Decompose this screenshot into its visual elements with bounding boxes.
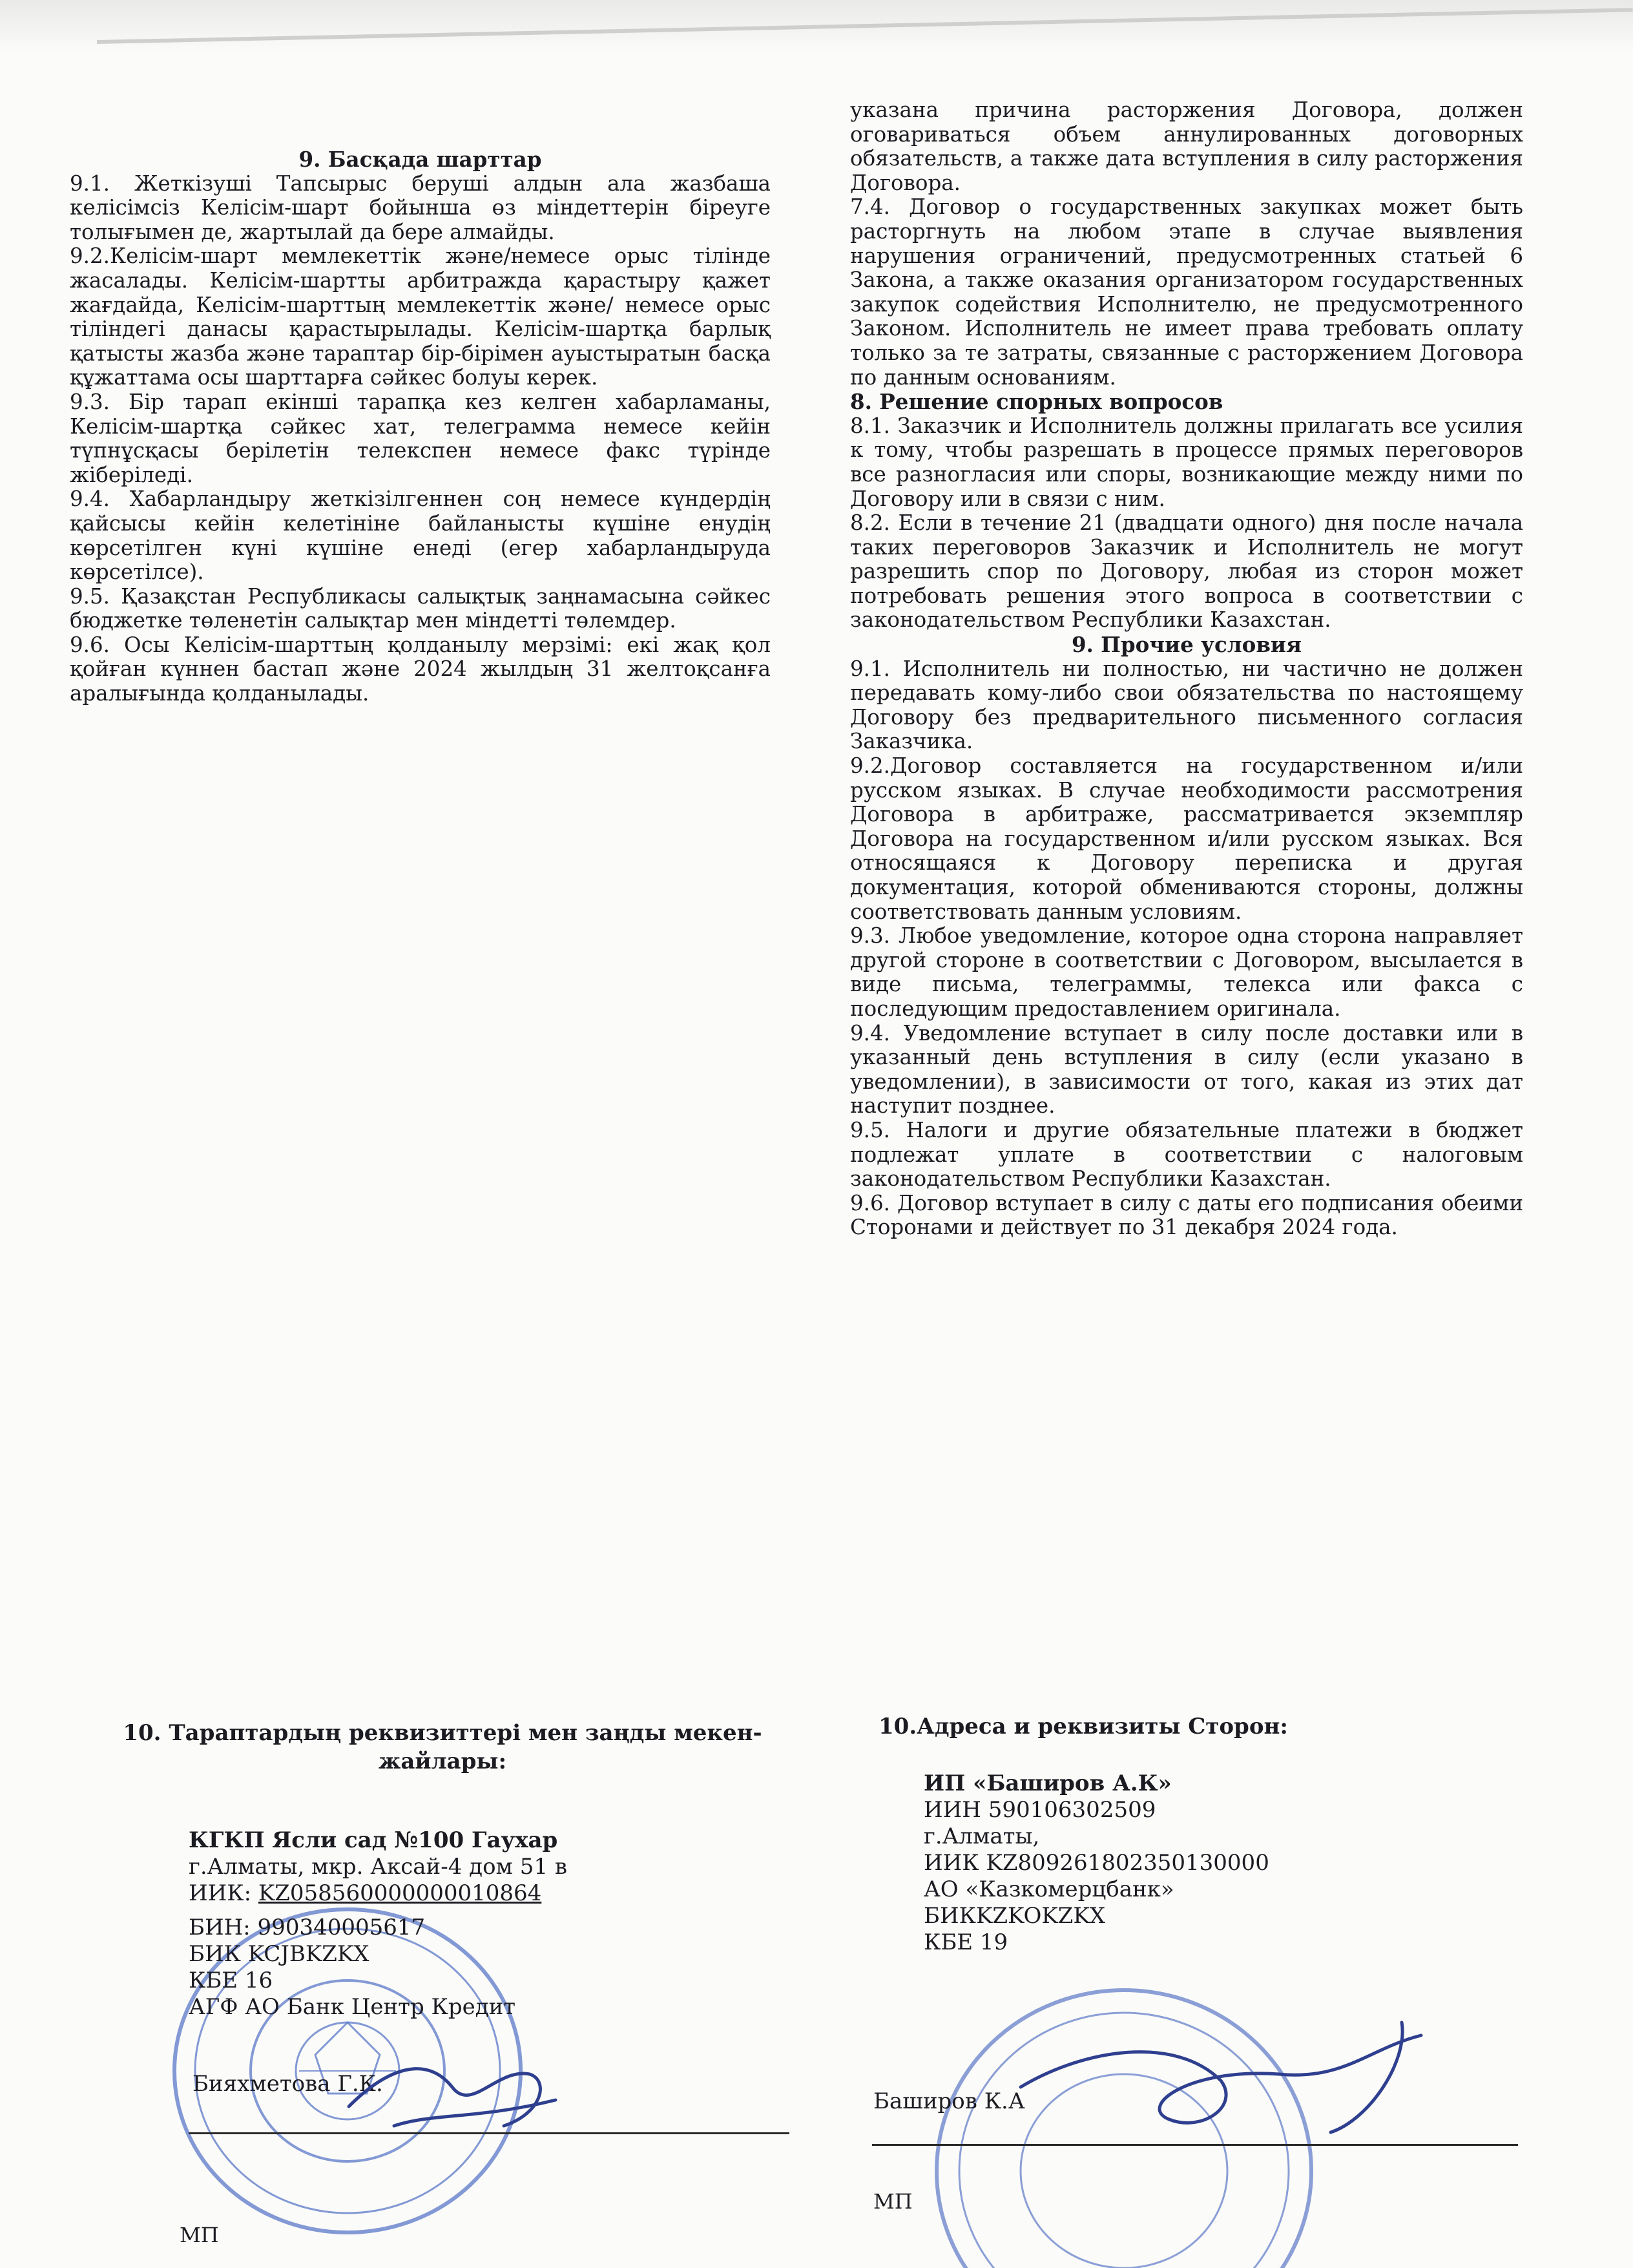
kz-paragraph: 9.2.Келісім-шарт мемлекеттік және/немесе орыс тілінде жасалады. Келісім-шартты арбитражда қарастыру қажет жағдайда, Келісім-шарттың мемлекеттік және/ немесе орыс тіліндегі данасы қарастырылады. Келісім-шартқа барлық қатысты жазба және тараптар бір-бірімен ауыстыратын басқа құжаттама осы шарттарға сәйкес болуы керек. (70, 244, 771, 390)
customer-name: КГКП Ясли сад №100 Гаухар (189, 1827, 558, 1853)
supplier-bik: БИКKZKOKZKX (924, 1903, 1105, 1929)
ru-paragraph: 8.2. Если в течение 21 (двадцати одного) дня после начала таких переговоров Заказчик и Исполнитель не могут разрешить спор по Договору, любая из сторон может потребовать решения этого вопроса в соответствии с законодательством Республики Казахстан. (850, 510, 1523, 633)
ru-paragraph: 9.2.Договор составляется на государственном и/или русском языках. В случае необходимости рассмотрения Договора в арбитраже, рассматривается экземпляр Договора на государственном и/или русском языках. Вся относящаяся к Договору переписка и другая документация, которой обмениваются стороны, должны соответствовать данным условиям. (850, 753, 1523, 924)
ru-paragraph: 9.1. Исполнитель ни полностью, ни частично не должен передавать кому-либо свои обязательства по настоящему Договору без предварительного письменного согласия Заказчика. (850, 656, 1523, 754)
ru-paragraph: указана причина расторжения Договора, должен оговариваться объем аннулированных договорных обязательств, а также дата вступления в силу расторжения Договора. (850, 98, 1523, 195)
customer-bik: БИК KCJBKZKX (189, 1941, 369, 1967)
supplier-signature-icon (1008, 2010, 1447, 2152)
ru-section8-heading: 8. Решение спорных вопросов (850, 389, 1223, 415)
customer-requisites-heading: 10. Тараптардың реквизиттері мен заңды мекен-жайлары: (123, 1720, 762, 1774)
customer-kbe: КБЕ 16 (189, 1968, 273, 1993)
ru-paragraph: 9.4. Уведомление вступает в силу после доставки или в указанный день вступления в силу (если указано в уведомлении), в зависимости от того, какая из этих дат наступит позднее. (850, 1020, 1523, 1118)
supplier-signature-line (872, 2144, 1518, 2146)
iik-label: ИИК: (189, 1880, 258, 1906)
russian-column (850, 98, 1523, 1240)
supplier-requisites-heading: 10.Адреса и реквизиты Сторон: (879, 1714, 1288, 1739)
supplier-city: г.Алматы, (924, 1823, 1040, 1849)
customer-requisites (189, 1827, 567, 2021)
customer-address: г.Алматы, мкр. Аксай-4 дом 51 в (189, 1854, 568, 1880)
supplier-bank: АО «Казкомерцбанк» (924, 1876, 1174, 1902)
ru-paragraph: 9.5. Налоги и другие обязательные платежи в бюджет подлежат уплате в соответствии с налоговым законодательством Республики Казахстан. (850, 1117, 1523, 1192)
customer-bank: АГФ АО Банк Центр Кредит (189, 1994, 516, 2020)
kazakh-column (70, 147, 771, 706)
customer-signatory: Бияхметова Г.К. (192, 2071, 383, 2097)
ru-paragraph: 7.4. Договор о государственных закупках может быть расторгнуть на любом этапе в случае выявления нарушения ограничений, предусмотренных статьей 6 Закона, а также оказания организатором государственных закупок содействия Исполнителю, не предусмотренного Законом. Исполнитель не имеет права требовать оплату только за те затраты, связанные с расторжением Договора по данным основаниям. (850, 194, 1523, 390)
supplier-mp: МП (873, 2189, 913, 2214)
kz-section-heading: 9. Басқада шарттар (298, 147, 542, 172)
supplier-kbe: КБЕ 19 (924, 1929, 1008, 1955)
customer-iik (189, 1880, 567, 1907)
customer-signature-line (189, 2132, 789, 2134)
customer-signature-icon (336, 2029, 568, 2158)
supplier-name: ИП «Баширов А.К» (924, 1770, 1172, 1796)
kz-paragraph: 9.4. Хабарландыру жеткізілгеннен соң немесе күндердің қайсысы кейін келетініне байланысты күшіне енудің көрсетілген күні күшіне енеді (егер хабарландыруда көрсетілсе). (70, 487, 771, 585)
kz-paragraph: 9.3. Бір тарап екінші тарапқа кез келген хабарламаны, Келісім-шартқа сәйкес хат, телеграмма немесе кейін түпнұсқасы берілетін телекспен немесе факс түрінде жіберіледі. (70, 389, 771, 487)
customer-bin: БИН: 990340005617 (189, 1915, 426, 1940)
supplier-iik: ИИК KZ809261802350130000 (924, 1850, 1269, 1876)
iik-value: KZ058560000000010864 (258, 1880, 542, 1906)
supplier-signatory: Баширов К.А (873, 2088, 1025, 2114)
kz-paragraph: 9.1. Жеткізуші Тапсырыс беруші алдын ала жазбаша келісімсіз Келісім-шарт бойынша өз міндеттерін біреуге толығымен де, жартылай да бере алмайды. (70, 171, 771, 244)
kz-paragraph: 9.5. Қазақстан Республикасы салықтық заңнамасына сәйкес бюджетке төленетін салықтар мен міндетті төлемдер. (70, 583, 771, 633)
ru-paragraph: 9.6. Договор вступает в силу с даты его подписания обеими Сторонами и действует по 31 декабря 2024 года. (850, 1190, 1523, 1240)
customer-mp: МП (180, 2223, 219, 2247)
supplier-requisites (924, 1770, 1269, 1956)
ru-paragraph: 8.1. Заказчик и Исполнитель должны прилагать все усилия к тому, чтобы разрешать в процессе прямых переговоров все разногласия или споры, возникающие между ними по Договору или в связи с ним. (850, 413, 1523, 511)
ru-paragraph: 9.3. Любое уведомление, которое одна сторона направляет другой стороне в соответствии с Договором, высылается в виде письма, телеграммы, телекса или факса с последующим предоставлением оригинала. (850, 923, 1523, 1021)
ru-section9-heading: 9. Прочие условия (1071, 632, 1302, 658)
kz-paragraph: 9.6. Осы Келісім-шарттың қолданылу мерзімі: екі жақ қол қойған күннен бастап және 2024 жылдың 31 желтоқсанға аралығында қолданылады. (70, 632, 771, 706)
supplier-iin: ИИН 590106302509 (924, 1797, 1156, 1823)
